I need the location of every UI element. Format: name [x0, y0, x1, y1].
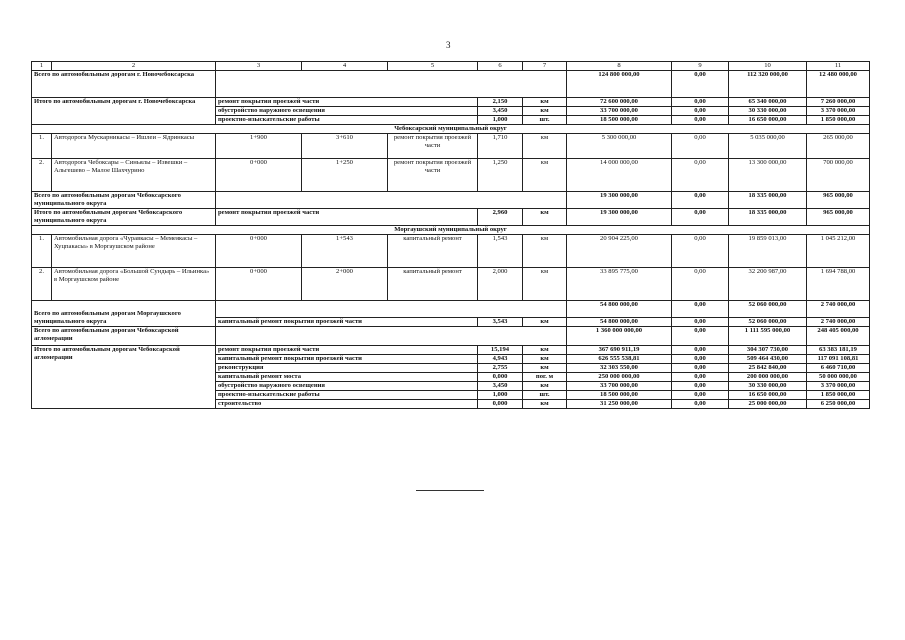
unit: км	[523, 235, 567, 268]
km-to: 2+000	[302, 268, 388, 301]
value-9: 0,00	[672, 391, 729, 400]
km-to: 1+250	[302, 159, 388, 192]
road-name: Автомобильная дорога «Большой Сундырь – Ильинка» в Моргаушском районе	[52, 268, 216, 301]
km-from: 0+000	[216, 268, 302, 301]
work-type: капитальный ремонт	[388, 235, 478, 268]
km-from: 0+000	[216, 235, 302, 268]
qty: 3,543	[478, 318, 523, 327]
value-9: 0,00	[672, 98, 729, 107]
unit: км	[523, 159, 567, 192]
value-11: 1 850 000,00	[807, 116, 870, 125]
qty: 2,150	[478, 98, 523, 107]
work-type: капитальный ремонт моста	[216, 373, 478, 382]
km-from: 1+900	[216, 134, 302, 159]
aggl-itogo-row	[32, 346, 870, 355]
qty: 0,000	[478, 373, 523, 382]
road-item-row	[32, 134, 870, 159]
value-11: 3 370 000,00	[807, 107, 870, 116]
value-8: 19 300 000,00	[567, 192, 672, 209]
value-10: 19 859 013,00	[729, 235, 807, 268]
value-11: 6 460 710,00	[807, 364, 870, 373]
unit: км	[523, 355, 567, 364]
unit: км	[523, 209, 567, 226]
road-name: Автомобильная дорога «Чуравкасы – Мемеякасы – Хуцпакасы» в Моргаушском районе	[52, 235, 216, 268]
work-type: строительство	[216, 400, 478, 409]
value-10: 5 035 000,00	[729, 134, 807, 159]
value-9: 0,00	[672, 382, 729, 391]
km-from: 0+000	[216, 159, 302, 192]
value-11: 1 850 000,00	[807, 391, 870, 400]
novo-total-label: Всего по автомобильным дорогам г. Новочебоксарска	[32, 71, 216, 98]
value-8: 250 000 000,00	[567, 373, 672, 382]
value-11: 965 000,00	[807, 192, 870, 209]
unit: км	[523, 134, 567, 159]
qty: 1,000	[478, 391, 523, 400]
value-11: 117 091 108,81	[807, 355, 870, 364]
value-9: 0,00	[672, 107, 729, 116]
road-program-table	[31, 61, 870, 409]
work-type: ремонт покрытия проезжей части	[388, 159, 478, 192]
value-10: 16 650 000,00	[729, 391, 807, 400]
value-9: 0,00	[672, 346, 729, 355]
novo-itogo-label: Итого по автомобильным дорогам г. Новочебоксарска	[32, 98, 216, 125]
unit: км	[523, 268, 567, 301]
value-9: 0,00	[672, 235, 729, 268]
value-8: 72 600 000,00	[567, 98, 672, 107]
work-type: ремонт покрытия проезжей части	[216, 346, 478, 355]
value-11: 50 000 000,00	[807, 373, 870, 382]
morg-total-label: Всего по автомобильным дорогам Моргаушского муниципального округа	[32, 301, 216, 327]
work-type: проектно-изыскательские работы	[216, 116, 478, 125]
value-9: 0,00	[672, 301, 729, 318]
col-2-header: 2	[52, 62, 216, 71]
novo-total-row	[32, 71, 870, 98]
value-11: 3 370 000,00	[807, 382, 870, 391]
value-10: 18 335 000,00	[729, 192, 807, 209]
qty: 1,250	[478, 159, 523, 192]
value-9: 0,00	[672, 159, 729, 192]
qty: 15,194	[478, 346, 523, 355]
value-11: 2 740 000,00	[807, 301, 870, 318]
work-type: капитальный ремонт покрытия проезжей части	[216, 318, 478, 327]
value-9: 0,00	[672, 134, 729, 159]
work-type: обустройство наружного освещения	[216, 107, 478, 116]
item-number: 2.	[32, 268, 52, 301]
col-7-header: 7	[523, 62, 567, 71]
col-9-header: 9	[672, 62, 729, 71]
value-10: 65 340 000,00	[729, 98, 807, 107]
value-11: 1 045 212,00	[807, 235, 870, 268]
aggl-total-row	[32, 327, 870, 346]
value-8: 367 690 911,19	[567, 346, 672, 355]
value-8: 1 360 000 000,00	[567, 327, 672, 346]
value-10: 509 464 430,00	[729, 355, 807, 364]
km-to: 3+610	[302, 134, 388, 159]
road-item-row	[32, 268, 870, 301]
col-3-header: 3	[216, 62, 302, 71]
unit: км	[523, 98, 567, 107]
item-number: 2.	[32, 159, 52, 192]
value-10: 30 330 000,00	[729, 382, 807, 391]
value-8: 32 303 550,00	[567, 364, 672, 373]
value-10: 16 650 000,00	[729, 116, 807, 125]
col-11-header: 11	[807, 62, 870, 71]
value-11: 63 383 181,19	[807, 346, 870, 355]
value-11: 265 000,00	[807, 134, 870, 159]
road-item-row	[32, 235, 870, 268]
col-1-header: 1	[32, 62, 52, 71]
value-11: 7 260 000,00	[807, 98, 870, 107]
aggl-itogo-label: Итого по автомобильным дорогам Чебоксарской агломерации	[32, 346, 216, 409]
value-11: 2 740 000,00	[807, 318, 870, 327]
value-8: 18 500 000,00	[567, 116, 672, 125]
novo-total-v10: 112 320 000,00	[729, 71, 807, 98]
morg-total-row	[32, 301, 870, 318]
value-8: 19 300 000,00	[567, 209, 672, 226]
value-9: 0,00	[672, 116, 729, 125]
value-10: 1 111 595 000,00	[729, 327, 807, 346]
value-11: 965 000,00	[807, 209, 870, 226]
value-8: 31 250 000,00	[567, 400, 672, 409]
work-type: реконструкция	[216, 364, 478, 373]
work-type: проектно-изыскательские работы	[216, 391, 478, 400]
cheb-section-row	[32, 125, 870, 134]
value-11: 6 250 000,00	[807, 400, 870, 409]
cheb-itogo-label: Итого по автомобильным дорогам Чебоксарского муниципального округа	[32, 209, 216, 226]
value-11: 248 405 000,00	[807, 327, 870, 346]
value-8: 54 800 000,00	[567, 318, 672, 327]
novo-total-v8: 124 800 000,00	[567, 71, 672, 98]
value-10: 25 000 000,00	[729, 400, 807, 409]
qty: 4,943	[478, 355, 523, 364]
value-9: 0,00	[672, 355, 729, 364]
qty: 2,755	[478, 364, 523, 373]
value-9: 0,00	[672, 209, 729, 226]
col-8-header: 8	[567, 62, 672, 71]
unit: км	[523, 318, 567, 327]
road-name: Автодорога Чебоксары – Синьялы – Извешки – Альгешево – Малое Шахчурино	[52, 159, 216, 192]
value-10: 52 060 000,00	[729, 318, 807, 327]
cheb-itogo-row	[32, 209, 870, 226]
value-8: 33 895 775,00	[567, 268, 672, 301]
value-10: 52 060 000,00	[729, 301, 807, 318]
col-10-header: 10	[729, 62, 807, 71]
value-10: 200 000 000,00	[729, 373, 807, 382]
value-9: 0,00	[672, 268, 729, 301]
work-type: ремонт покрытия проезжей части	[216, 98, 478, 107]
qty: 2,000	[478, 268, 523, 301]
value-8: 54 800 000,00	[567, 301, 672, 318]
cheb-section-title: Чебоксарский муниципальный округ	[32, 125, 870, 134]
closing-divider-line	[416, 490, 484, 491]
value-8: 20 904 225,00	[567, 235, 672, 268]
col-5-header: 5	[388, 62, 478, 71]
qty: 2,960	[478, 209, 523, 226]
value-9: 0,00	[672, 364, 729, 373]
value-10: 30 330 000,00	[729, 107, 807, 116]
value-8: 626 555 538,81	[567, 355, 672, 364]
morg-section-row	[32, 226, 870, 235]
value-10: 32 200 987,00	[729, 268, 807, 301]
km-to: 1+543	[302, 235, 388, 268]
item-number: 1.	[32, 235, 52, 268]
value-8: 18 500 000,00	[567, 391, 672, 400]
qty: 1,543	[478, 235, 523, 268]
work-type: капитальный ремонт покрытия проезжей части	[216, 355, 478, 364]
qty: 1,000	[478, 116, 523, 125]
unit: км	[523, 382, 567, 391]
value-8: 33 700 000,00	[567, 382, 672, 391]
value-9: 0,00	[672, 327, 729, 346]
column-number-row	[32, 62, 870, 71]
value-9: 0,00	[672, 400, 729, 409]
item-number: 1.	[32, 134, 52, 159]
unit: км	[523, 364, 567, 373]
morg-section-title: Моргаушский муниципальный округ	[32, 226, 870, 235]
qty: 0,000	[478, 400, 523, 409]
novo-total-v9: 0,00	[672, 71, 729, 98]
value-10: 25 842 840,00	[729, 364, 807, 373]
value-10: 304 307 730,00	[729, 346, 807, 355]
work-type: ремонт покрытия проезжей части	[388, 134, 478, 159]
cheb-total-row	[32, 192, 870, 209]
aggl-total-label: Всего по автомобильным дорогам Чебоксарской агломерации	[32, 327, 216, 346]
value-9: 0,00	[672, 318, 729, 327]
unit: шт.	[523, 391, 567, 400]
work-type: обустройство наружного освещения	[216, 382, 478, 391]
qty: 3,450	[478, 107, 523, 116]
unit: пог. м	[523, 373, 567, 382]
unit: км	[523, 107, 567, 116]
value-9: 0,00	[672, 192, 729, 209]
value-10: 18 335 000,00	[729, 209, 807, 226]
unit: км	[523, 346, 567, 355]
cheb-total-label: Всего по автомобильным дорогам Чебоксарского муниципального округа	[32, 192, 216, 209]
value-11: 1 694 788,00	[807, 268, 870, 301]
work-type: капитальный ремонт	[388, 268, 478, 301]
value-11: 700 000,00	[807, 159, 870, 192]
value-9: 0,00	[672, 373, 729, 382]
qty: 1,710	[478, 134, 523, 159]
novo-itogo-row	[32, 98, 870, 107]
unit: шт.	[523, 116, 567, 125]
page-number: 3	[446, 40, 451, 50]
road-name: Автодорога Мускарникасы – Ишлеи – Ядринкасы	[52, 134, 216, 159]
value-8: 33 700 000,00	[567, 107, 672, 116]
unit: км	[523, 400, 567, 409]
qty: 3,450	[478, 382, 523, 391]
col-4-header: 4	[302, 62, 388, 71]
work-type: ремонт покрытия проезжей части	[216, 209, 478, 226]
value-8: 5 300 000,00	[567, 134, 672, 159]
value-8: 14 000 000,00	[567, 159, 672, 192]
value-10: 13 300 000,00	[729, 159, 807, 192]
col-6-header: 6	[478, 62, 523, 71]
road-item-row	[32, 159, 870, 192]
novo-total-v11: 12 480 000,00	[807, 71, 870, 98]
